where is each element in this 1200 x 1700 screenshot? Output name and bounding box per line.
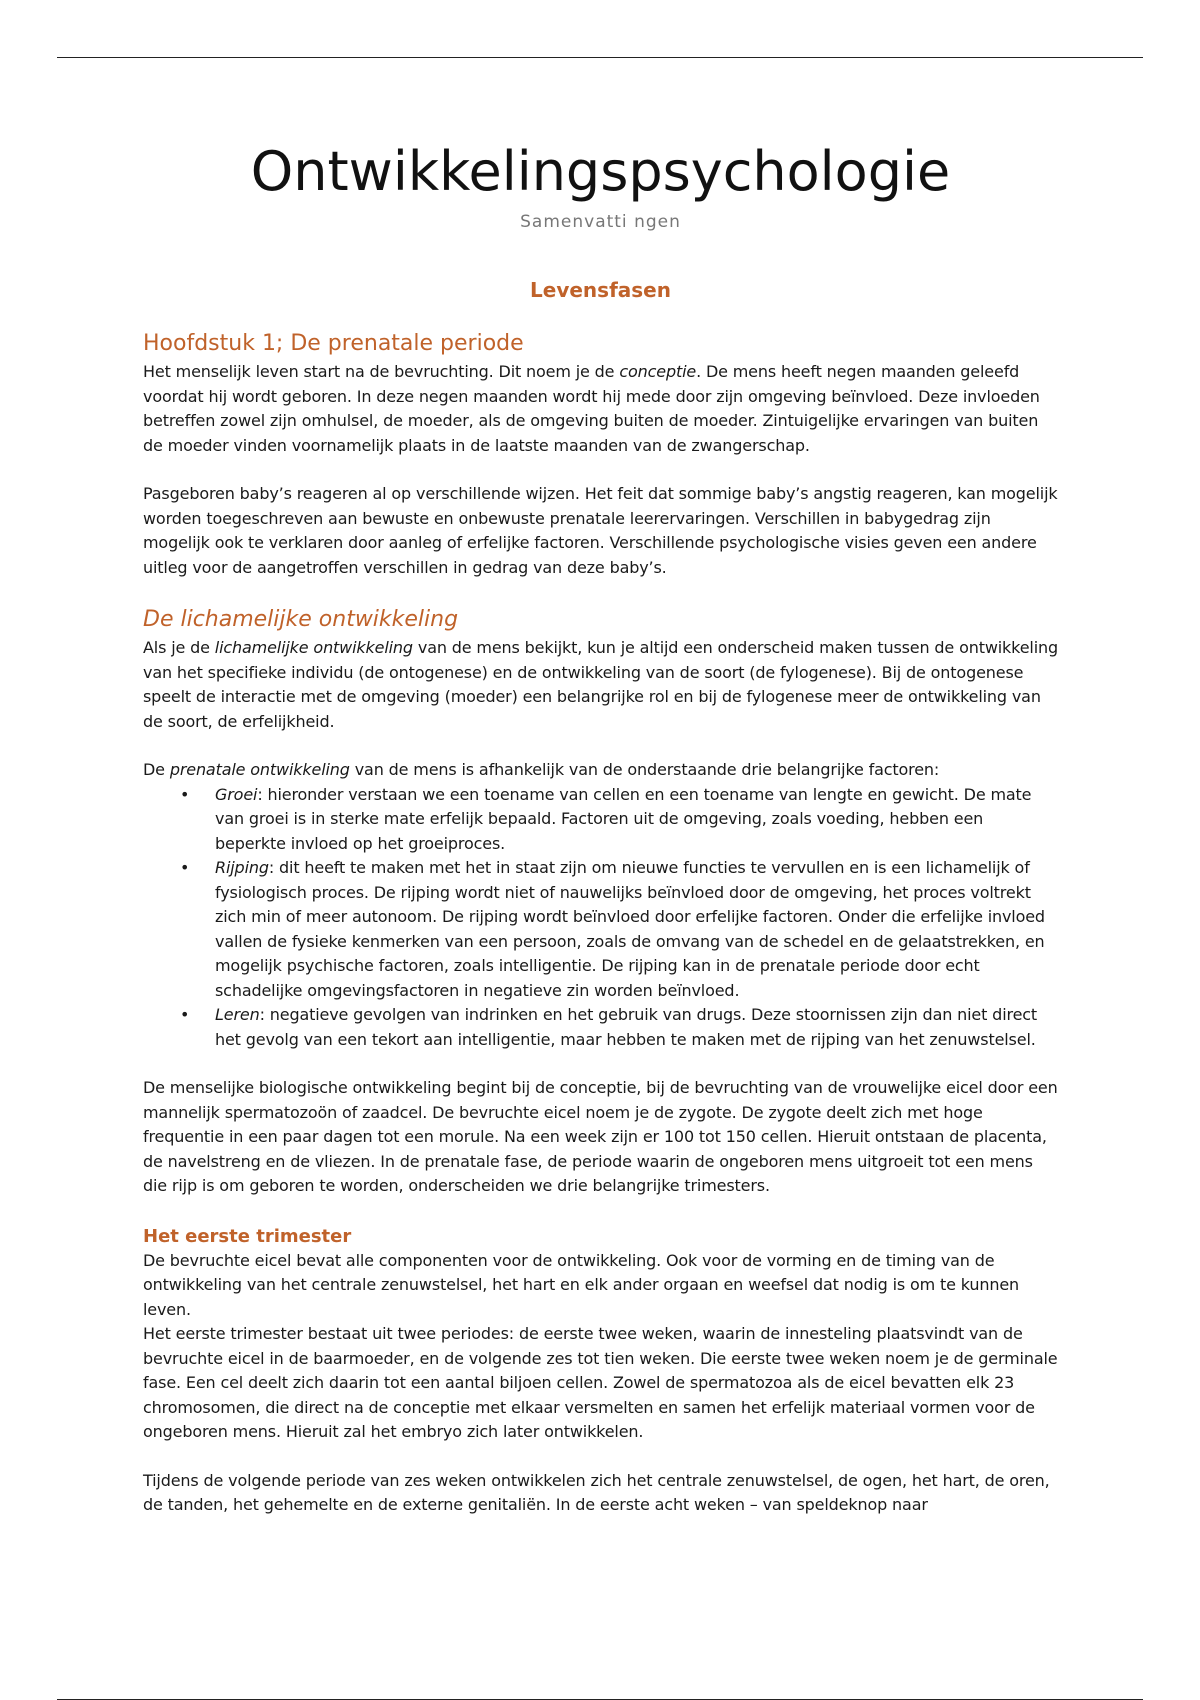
list-item: [180, 1003, 1058, 1052]
text-run: van de mens is afhankelijk van de onderstaande drie belangrijke factoren:: [349, 760, 940, 779]
paragraph: Pasgeboren baby’s reageren al op verschillende wijzen. Het feit dat sommige baby’s angstig reageren, kan mogelijk worden toegeschreven aan bewuste en onbewuste prenatale leerervaringen. Verschillen in babygedrag zijn mogelijk ook te verklaren door aanleg of erfelijke factoren. Verschillende psychologische visies geven een andere uitleg voor de aangetroffen verschillen in gedrag van deze baby’s.: [143, 484, 1058, 577]
document-title: Ontwikkelingspsychologie: [250, 140, 951, 203]
bullet-icon: •: [180, 784, 190, 804]
document-subtitle: Samenvatti ngen: [520, 212, 681, 232]
paragraph: De menselijke biologische ontwikkeling begint bij de conceptie, bij de bevruchting van de vrouwelijke eicel door een mannelijk spermatozoön of zaadcel. De bevruchte eicel noem je de zygote. De zygote deelt zich met hoge frequentie in een paar dagen tot een morule. Na een week zijn er 100 tot 150 cellen. Hieruit ontstaan de placenta, de navelstreng en de vliezen. In de prenatale fase, de periode waarin de ongeboren mens uitgroeit tot een mens die rijp is om geboren te worden, onderscheiden we drie belangrijke trimesters.: [143, 1078, 1058, 1195]
paragraph: [143, 758, 1058, 783]
document-body: [143, 330, 1058, 1518]
paragraph: Het eerste trimester bestaat uit twee periodes: de eerste twee weken, waarin de innesteling plaatsvindt van de bevruchte eicel in de baarmoeder, en de volgende zes tot tien weken. Die eerste twee weken noem je de germinale fase. Een cel deelt zich daarin tot een aantal biljoen cellen. Zowel de spermatozoa als de eicel bevatten elk 23 chromosomen, die direct na de conceptie met elkaar versmelten en samen het erfelijk materiaal vormen voor de ongeboren mens. Hieruit zal het embryo zich later ontwikkelen.: [143, 1324, 1058, 1441]
top-rule: [57, 57, 1143, 58]
list-item: [180, 856, 1058, 1003]
emphasis-term: Groei: [215, 784, 258, 804]
subsection-heading: Het eerste trimester: [143, 1225, 352, 1247]
bullet-icon: •: [180, 1005, 190, 1024]
emphasis-term: conceptie: [619, 362, 697, 381]
text-run: : hieronder verstaan we een toename van cellen en een toename van lengte en gewicht. De mate van groei is in sterke mate erfelijk bepaald. Factoren uit de omgeving, zoals voeding, hebben een beperkte invloed op het groeiproces.: [215, 784, 1032, 853]
paragraph: De bevruchte eicel bevat alle componenten voor de ontwikkeling. Ook voor de vorming en de timing van de ontwikkeling van het centrale zenuwstelsel, het hart en elk ander orgaan en weefsel dat nodig is om te kunnen leven.: [143, 1250, 1020, 1319]
paragraph: [143, 636, 1058, 734]
section-title: Levensfasen: [530, 278, 671, 302]
list-item: [180, 783, 1058, 857]
text-run: : dit heeft te maken met het in staat zijn om nieuwe functies te vervullen en is een lichamelijk of fysiologisch proces. De rijping wordt niet of nauwelijks beïnvloed door de omgeving, het proces voltrekt zich min of meer autonoom. De rijping wordt beïnvloed door erfelijke factoren. Onder die erfelijke invloed vallen de fysieke kenmerken van een persoon, zoals de omvang van de schedel en de gelaatstrekken, en mogelijk psychische factoren, zoals intelligentie. De rijping kan in de prenatale periode door echt schadelijke omgevingsfactoren in negatieve zin worden beïnvloed.: [215, 858, 1045, 1000]
text-run: : negatieve gevolgen van indrinken en het gebruik van drugs. Deze stoornissen zijn dan niet direct het gevolg van een tekort aan intelligentie, maar hebben te maken met de rijping van het zenuwstelsel.: [215, 1005, 1038, 1049]
text-run: Als je de: [143, 638, 215, 657]
text-run: De: [143, 760, 170, 779]
emphasis-term: prenatale ontwikkeling: [169, 760, 350, 779]
factor-list: [143, 783, 1058, 1053]
emphasis-term: Rijping: [215, 858, 269, 877]
text-run: van de mens bekijkt, kun je altijd een onderscheid maken tussen de ontwikkeling van het specifieke individu (de ontogenese) en de ontwikkeling van de soort (de fylogenese). Bij de ontogenese speelt de interactie met de omgeving (moeder) een belangrijke rol en bij de fylogenese meer de ontwikkeling van de soort, de erfelijkheid.: [143, 638, 1058, 731]
paragraph: Tijdens de volgende periode van zes weken ontwikkelen zich het centrale zenuwstelsel, de ogen, het hart, de oren, de tanden, het gehemelte en de externe genitaliën. In de eerste acht weken – van speldeknop naar: [143, 1470, 1050, 1514]
emphasis-term: lichamelijke ontwikkeling: [214, 638, 413, 657]
text-run: Het menselijk leven start na de bevruchting. Dit noem je de: [143, 362, 620, 381]
subsection-heading: De lichamelijke ontwikkeling: [143, 607, 459, 632]
chapter-heading: Hoofdstuk 1; De prenatale periode: [143, 331, 524, 356]
emphasis-term: Leren: [215, 1005, 260, 1024]
text-run: . De mens heeft negen maanden geleefd voordat hij wordt geboren. In deze negen maanden wordt hij mede door zijn omgeving beïnvloed. Deze invloeden betreffen zowel zijn omhulsel, de moeder, als de omgeving buiten de moeder. Zintuigelijke ervaringen van buiten de moeder vinden voornamelijk plaats in de laatste maanden van de zwangerschap.: [143, 362, 1040, 455]
bullet-icon: •: [180, 858, 190, 877]
paragraph: [143, 360, 1058, 458]
